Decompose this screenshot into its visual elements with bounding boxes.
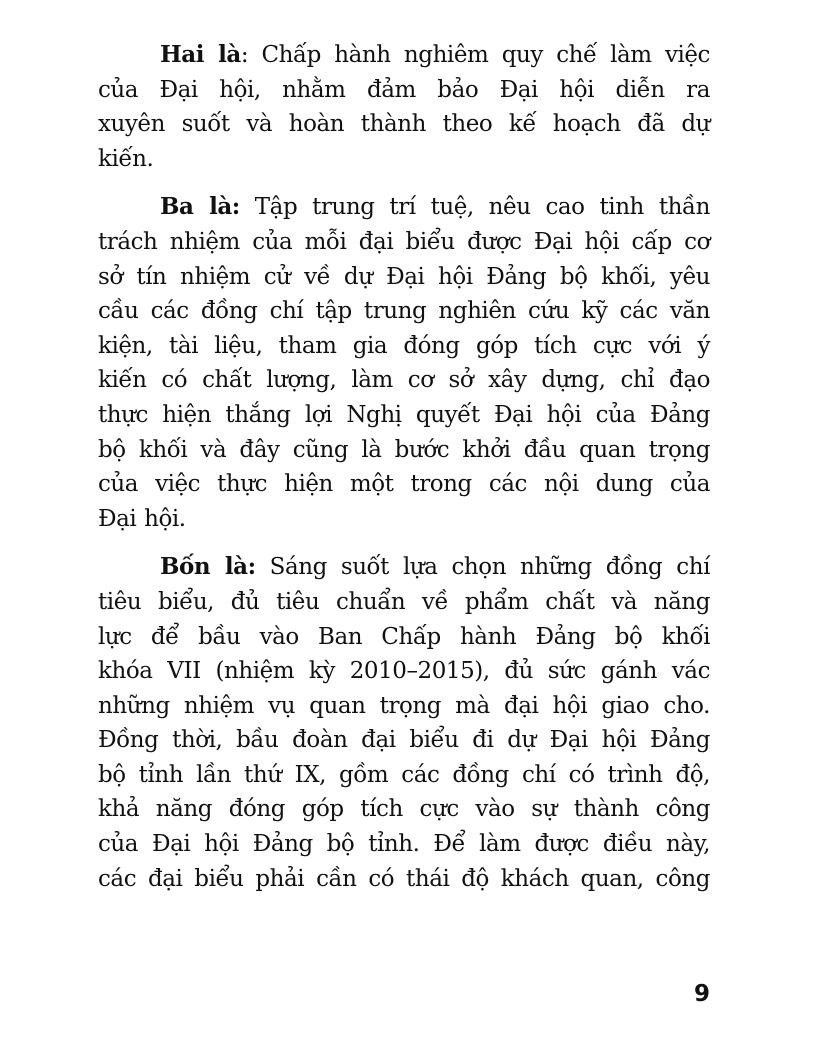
line-text: : Chấp hành nghiêm quy chế làm việc — [240, 42, 710, 68]
text-line — [98, 38, 710, 73]
paragraph-lead: Hai là — [160, 41, 241, 68]
paragraph-bon-la — [98, 550, 710, 896]
line-text: Tập trung trí tuệ, nêu cao tinh thần — [239, 194, 711, 221]
text-line: Đồng thời, bầu đoàn đại biểu đi dự Đại hội Đảng — [98, 727, 710, 754]
text-line: của Đại hội Đảng bộ tỉnh. Để làm được điều này, — [98, 831, 710, 858]
text-line: bộ tỉnh lần thứ IX, gồm các đồng chí có trình độ, — [98, 761, 710, 788]
text-line: lực để bầu vào Ban Chấp hành Đảng bộ khối — [98, 623, 710, 650]
text-line: kiến có chất lượng, làm cơ sở xây dựng, chỉ đạo — [98, 367, 710, 394]
paragraph-lead: Bốn là: — [160, 553, 256, 581]
text-line: trách nhiệm của mỗi đại biểu được Đại hội cấp cơ — [98, 228, 710, 255]
line-text: Sáng suốt lựa chọn những đồng chí — [255, 554, 711, 581]
text-line: bộ khối và đây cũng là bước khởi đầu quan trọng — [98, 436, 710, 463]
text-line — [98, 190, 710, 225]
paragraph-hai-la — [98, 38, 710, 176]
text-line: tiêu biểu, đủ tiêu chuẩn về phẩm chất và năng — [98, 588, 710, 615]
page-number: 9 — [694, 981, 711, 1007]
text-line: kiện, tài liệu, tham gia đóng góp tích cực với ý — [98, 332, 710, 359]
text-line: kiến. — [98, 145, 154, 172]
text-line: khả năng đóng góp tích cực vào sự thành công — [98, 796, 710, 823]
text-line: các đại biểu phải cần có thái độ khách quan, công — [98, 865, 710, 892]
text-line: những nhiệm vụ quan trọng mà đại hội giao cho. — [98, 692, 710, 719]
paragraph-ba-la — [98, 190, 710, 536]
text-line: của Đại hội, nhằm đảm bảo Đại hội diễn ra — [98, 76, 710, 103]
text-line: sở tín nhiệm cử về dự Đại hội Đảng bộ khối, yêu — [98, 263, 710, 290]
text-line: của việc thực hiện một trong các nội dung của — [98, 471, 710, 498]
paragraph-lead: Ba là: — [160, 193, 240, 221]
text-line: Đại hội. — [98, 505, 186, 532]
text-line: xuyên suốt và hoàn thành theo kế hoạch đã dự — [98, 111, 710, 138]
text-line: khóa VII (nhiệm kỳ 2010–2015), đủ sức gánh vác — [98, 658, 710, 685]
page-body — [98, 38, 710, 896]
text-line — [98, 550, 710, 585]
text-line: cầu các đồng chí tập trung nghiên cứu kỹ các văn — [98, 298, 710, 325]
text-line: thực hiện thắng lợi Nghị quyết Đại hội của Đảng — [98, 401, 710, 428]
